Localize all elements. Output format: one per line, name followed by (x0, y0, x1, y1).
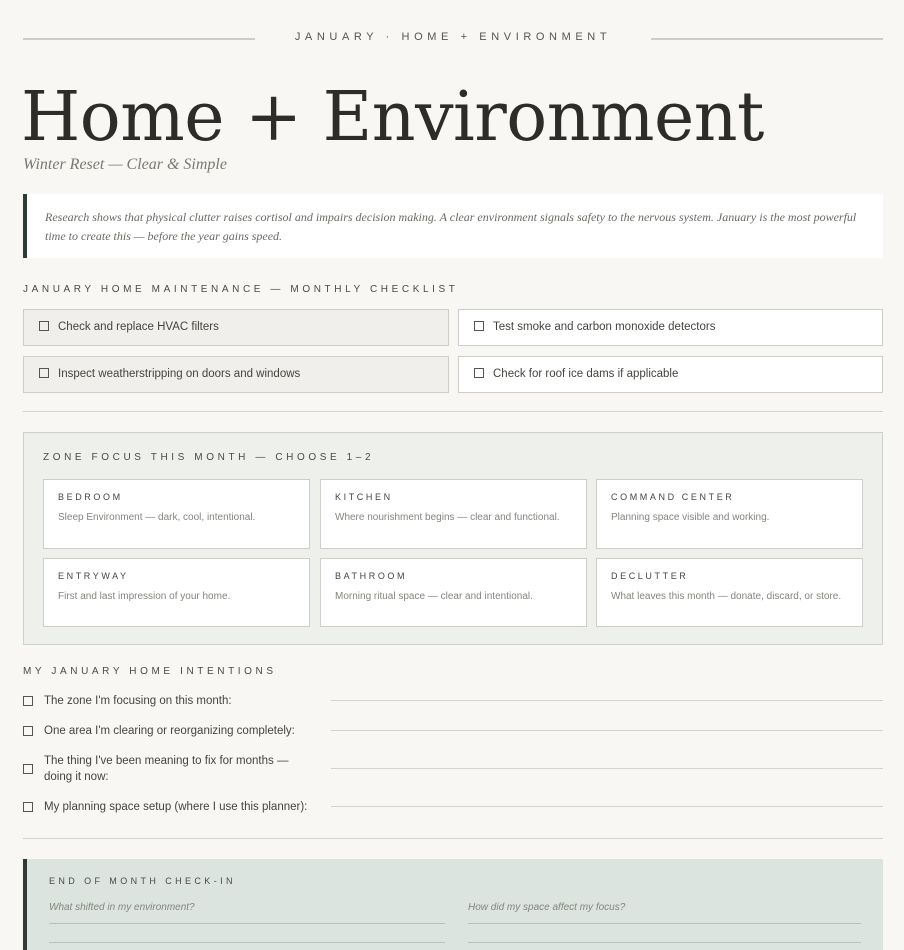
zone-card-bathroom[interactable] (320, 558, 587, 627)
maintenance-item-label: Check for roof ice dams if applicable (493, 368, 679, 380)
checkbox[interactable] (39, 368, 49, 378)
answer-line[interactable] (331, 730, 883, 731)
maintenance-heading: JANUARY HOME MAINTENANCE — MONTHLY CHECKLIST (23, 284, 459, 295)
divider (23, 411, 883, 412)
zone-card-declutter[interactable] (596, 558, 863, 627)
maintenance-item-label: Test smoke and carbon monoxide detectors (493, 321, 716, 333)
zone-name: BATHROOM (335, 571, 408, 581)
zone-description: Morning ritual space — clear and intentional. (335, 591, 533, 602)
checkbox[interactable] (23, 802, 33, 812)
answer-line[interactable] (49, 923, 445, 924)
maintenance-item[interactable] (458, 309, 883, 346)
zone-card-bedroom[interactable] (43, 479, 310, 549)
maintenance-item-label: Check and replace HVAC filters (58, 321, 219, 333)
checkbox[interactable] (23, 726, 33, 736)
maintenance-item-label: Inspect weatherstripping on doors and windows (58, 368, 301, 380)
intention-label: One area I'm clearing or reorganizing completely: (44, 725, 295, 737)
zone-name: DECLUTTER (611, 571, 689, 581)
checkbox[interactable] (474, 321, 484, 331)
zone-name: KITCHEN (335, 492, 393, 502)
answer-line[interactable] (331, 700, 883, 701)
intention-row[interactable] (23, 693, 883, 709)
intention-row[interactable] (23, 753, 883, 785)
maintenance-item[interactable] (23, 309, 449, 346)
answer-line[interactable] (331, 806, 883, 807)
zone-name: BEDROOM (58, 492, 123, 502)
intention-row[interactable] (23, 799, 883, 815)
header-kicker: JANUARY · HOME + ENVIRONMENT (294, 31, 612, 43)
maintenance-item[interactable] (23, 356, 449, 393)
header-rule-right-line (651, 38, 883, 40)
zone-card-command-center[interactable] (596, 479, 863, 549)
zone-focus-panel (23, 432, 883, 645)
zone-description: What leaves this month — donate, discard, or store. (611, 591, 842, 602)
header-rule-left-line (23, 38, 255, 40)
divider (23, 838, 883, 839)
page-title: Home + Environment (21, 78, 764, 157)
intention-row[interactable] (23, 723, 883, 739)
intro-quote: Research shows that physical clutter raises cortisol and impairs decision making. A clear environment signals safety to the nervous system. January is the most powerful time to create this — before the year gains speed. (23, 194, 883, 258)
zone-description: Planning space visible and working. (611, 512, 770, 523)
intention-label: The zone I'm focusing on this month: (44, 695, 232, 707)
zone-description: Where nourishment begins — clear and functional. (335, 512, 560, 523)
zone-name: ENTRYWAY (58, 571, 129, 581)
zone-card-kitchen[interactable] (320, 479, 587, 549)
end-of-month-checkin (23, 859, 883, 950)
zone-focus-heading: ZONE FOCUS THIS MONTH — CHOOSE 1–2 (43, 452, 375, 463)
checkbox[interactable] (23, 764, 33, 774)
zone-card-entryway[interactable] (43, 558, 310, 627)
maintenance-item[interactable] (458, 356, 883, 393)
page-subtitle: Winter Reset — Clear & Simple (23, 156, 227, 173)
answer-line[interactable] (468, 942, 861, 943)
checkin-question: What shifted in my environment? (49, 902, 195, 913)
answer-line[interactable] (468, 923, 861, 924)
zone-description: First and last impression of your home. (58, 591, 231, 602)
answer-line[interactable] (49, 942, 445, 943)
answer-line[interactable] (331, 768, 883, 769)
intentions-heading: MY JANUARY HOME INTENTIONS (23, 666, 277, 677)
checkbox[interactable] (474, 368, 484, 378)
checkin-heading: END OF MONTH CHECK-IN (49, 876, 236, 886)
intention-label: The thing I've been meaning to fix for months — doing it now: (44, 755, 289, 783)
zone-name: COMMAND CENTER (611, 492, 735, 502)
checkbox[interactable] (23, 696, 33, 706)
intention-label: My planning space setup (where I use this planner): (44, 801, 308, 813)
checkin-question: How did my space affect my focus? (468, 902, 626, 913)
zone-description: Sleep Environment — dark, cool, intentional. (58, 512, 256, 523)
header-rule (23, 31, 883, 47)
checkbox[interactable] (39, 321, 49, 331)
